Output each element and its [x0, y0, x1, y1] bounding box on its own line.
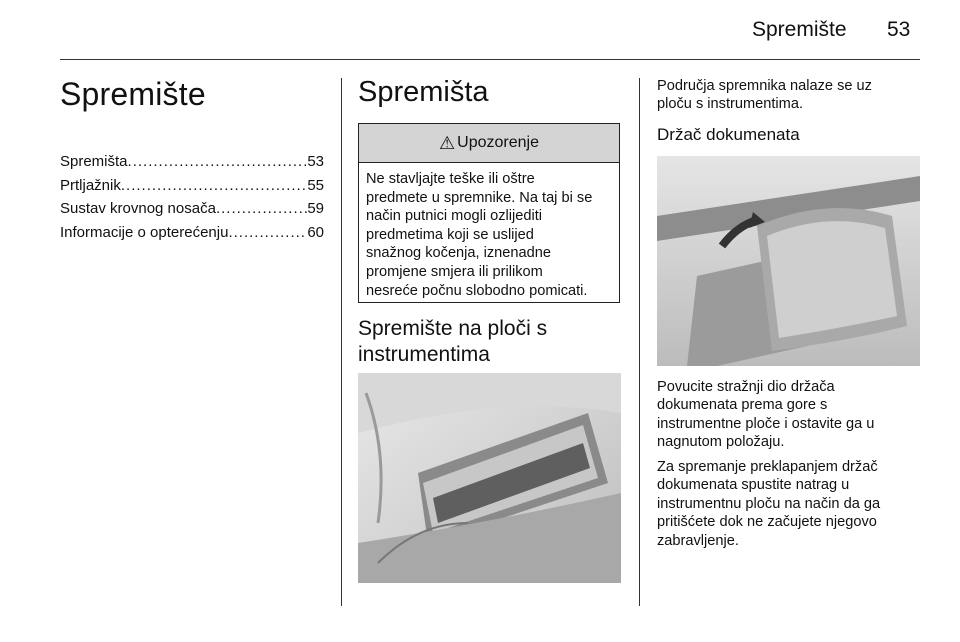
toc-entry[interactable]: Informacije o opterećenju ..... 60	[60, 221, 324, 245]
table-of-contents	[60, 150, 324, 244]
instructions-paragraph-1: Povucite stražnji dio držača dokumenata prema gore s instrumentne ploče i ostavite ga u nagnutom položaju.	[657, 379, 875, 451]
intro-text: Područja spremnika nalaze se uz ploču s instrumentima.	[657, 78, 872, 113]
warning-text: Ne stavljajte teške ili oštre predmete u spremnike. Na taj bi se način putnici mogli ozlijediti predmetima koji se uslijed snažnog kočenja, iznenadne promjene smjera ili prilikom nesreće počnu slobodno pomicati.	[366, 171, 593, 299]
section-title: Spremišta	[358, 76, 489, 108]
toc-entry[interactable]: Spremišta ..... 53	[60, 150, 324, 174]
warning-box	[358, 123, 620, 303]
warning-heading: Upozorenje	[457, 134, 539, 151]
document-holder-title: Držač dokumenata	[657, 125, 800, 144]
toc-entry[interactable]: Sustav krovnog nosača ..... 59	[60, 197, 324, 221]
chapter-title: Spremište	[60, 76, 206, 112]
toc-entry[interactable]: Prtljažnik ..... 55	[60, 174, 324, 198]
page-number: 53	[887, 18, 911, 41]
document-holder-photo	[657, 156, 920, 366]
subsection-title: Spremište na ploči s instrumentima	[358, 317, 548, 366]
column-divider-1	[341, 78, 342, 606]
page-header-title: Spremište	[752, 18, 847, 41]
instructions-paragraph-2: Za spremanje preklapanjem držač dokumenata spustite natrag u instrumentnu ploču na način da ga pritišćete dok ne začujete njegovo zabravljenje.	[657, 459, 881, 549]
warning-triangle-icon: ⚠	[439, 132, 456, 153]
column-divider-2	[639, 78, 640, 606]
dashboard-storage-photo	[358, 373, 621, 583]
header-rule	[60, 59, 920, 60]
